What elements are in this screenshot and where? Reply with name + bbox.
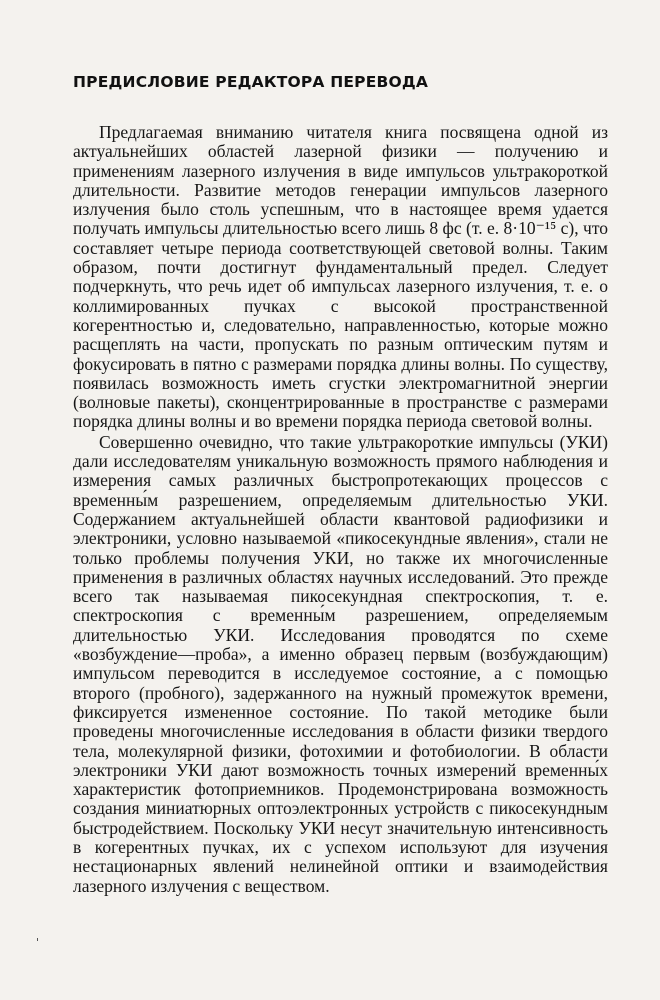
- paragraph-2: Совершенно очевидно, что такие ультракороткие импульсы (УКИ) дали исследователям уникальную возможность прямого наблюдения и измерения самых различных быстропротекающих процессов с временны́м разрешением, определяемым длительностью УКИ. Содержанием актуальнейшей области квантовой радиофизики и электроники, условно называемой «пикосекундные явления», стали не только проблемы получения УКИ, но также их многочисленные применения в различных областях научных исследований. Это прежде всего так называемая пикосекундная спектроскопия, т. е. спектроскопия с временны́м разрешением, определяемым длительностью УКИ. Исследования проводятся по схеме «возбуждение—проба», а именно образец первым (возбуждающим) импульсом переводится в исследуемое состояние, а с помощью второго (пробного), задержанного на нужный промежуток времени, фиксируется измененное состояние. По такой методике были проведены многочисленные исследования в области физики твердого тела, молекулярной физики, фотохимии и фотобиологии. В области электроники УКИ дают возможность точных измерений временны́х характеристик фотоприемников. Продемонстрирована возможность создания миниатюрных оптоэлектронных устройств с пикосекундным быстродействием. Поскольку УКИ несут значительную интенсивность в когерентных пучках, их с успехом используют для изучения нестационарных явлений нелинейной оптики и взаимодействия лазерного излучения с веществом.: [73, 431, 608, 896]
- paragraph-1: Предлагаемая вниманию читателя книга посвящена одной из актуальнейших областей лазерной физики — получению и применениям лазерного излучения в виде импульсов ультракороткой длительности. Развитие методов генерации импульсов лазерного излучения было столь успешным, что в настоящее время удается получать импульсы длительностью всего лишь 8 фс (т. е. 8·10⁻¹⁵ с), что составляет четыре периода соответствующей световой волны. Таким образом, почти достигнут фундаментальный предел. Следует подчеркнуть, что речь идет об импульсах лазерного излучения, т. е. о коллимированных пучках с высокой пространственной когерентностью и, следовательно, направленностью, которые можно расщеплять на части, пропускать по разным оптическим путям и фокусировать в пятно с размерами порядка длины волны. По существу, появилась возможность иметь сгустки электромагнитной энергии (волновые пакеты), сконцентрированные в пространстве с размерами порядка длины волны и во времени порядка периода световой волны.: [73, 122, 608, 432]
- body-text: [73, 123, 608, 896]
- margin-mark: [37, 938, 38, 941]
- page-title: ПРЕДИСЛОВИЕ РЕДАКТОРА ПЕРЕВОДА: [73, 73, 429, 91]
